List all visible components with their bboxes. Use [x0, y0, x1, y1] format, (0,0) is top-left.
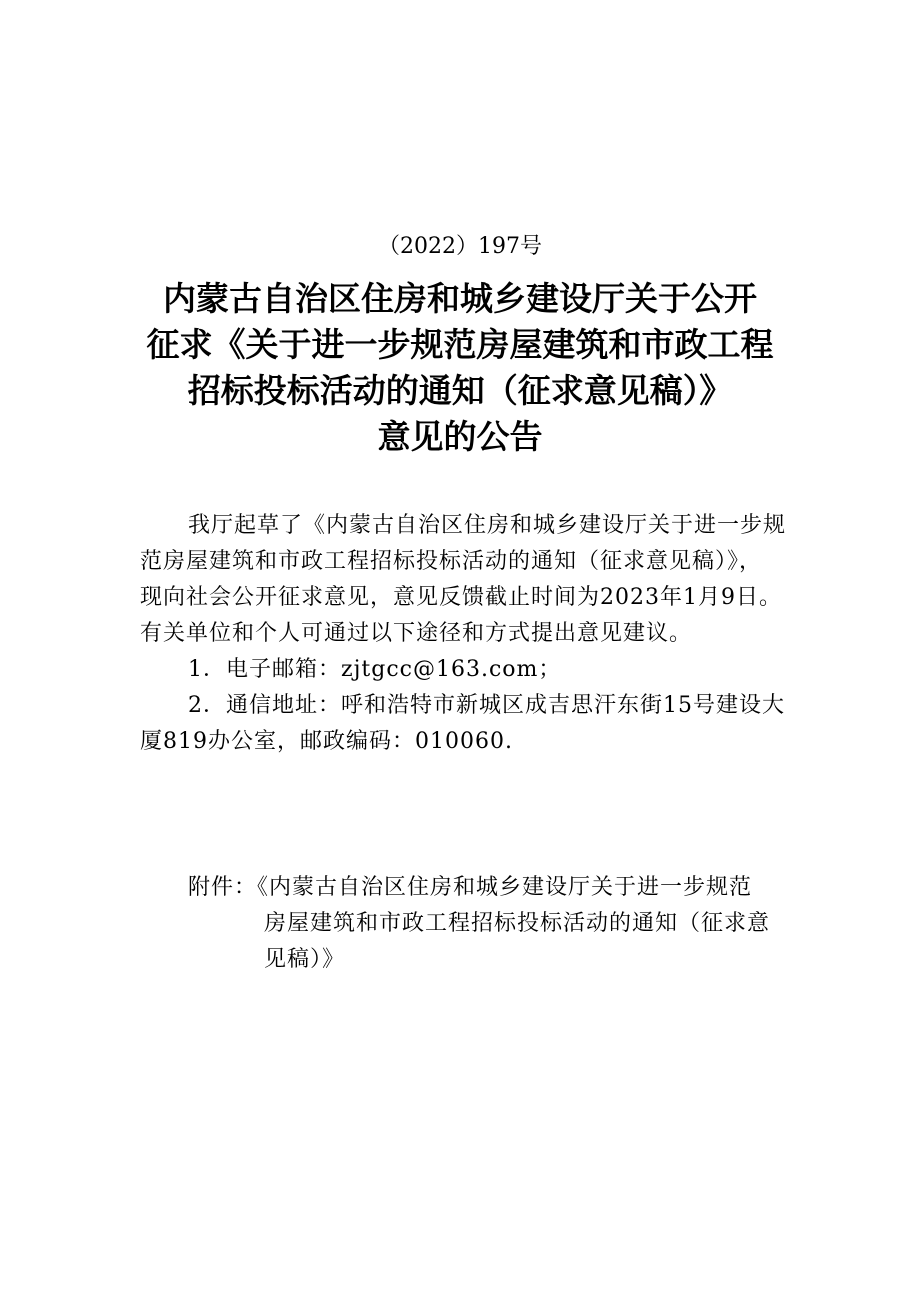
- title-line-4: 意见的公告: [377, 417, 543, 456]
- body-line-1: 我厅起草了《内蒙古自治区住房和城乡建设厅关于进一步规: [188, 513, 787, 538]
- title-line-1: 内蒙古自治区住房和城乡建设厅关于公开: [163, 279, 757, 318]
- title-line-3: 招标投标活动的通知（征求意见稿）》: [187, 371, 733, 410]
- attachment-line-1: 附件：《内蒙古自治区住房和城乡建设厅关于进一步规范: [188, 875, 753, 900]
- body-line-2: 范房屋建筑和市政工程招标投标活动的通知（征求意见稿）》，: [140, 549, 763, 574]
- address-line-2: 厦819办公室，邮政编码：010060.: [140, 729, 513, 754]
- email-line: 1．电子邮箱：zjtgcc@163.com；: [188, 657, 562, 682]
- title-line-2: 征求《关于进一步规范房屋建筑和市政工程: [146, 325, 774, 364]
- attachment-block: [188, 870, 788, 978]
- body-paragraphs: [140, 508, 790, 760]
- address-line-1: 2．通信地址：呼和浩特市新城区成吉思汗东街15号建设大: [188, 693, 785, 718]
- document-title: [100, 276, 820, 460]
- body-line-4: 有关单位和个人可通过以下途径和方式提出意见建议。: [140, 621, 693, 646]
- document-number: （2022）197号: [378, 234, 542, 259]
- body-line-3: 现向社会公开征求意见，意见反馈截止时间为2023年1月9日。: [140, 585, 782, 610]
- attachment-line-2: 房屋建筑和市政工程招标投标活动的通知（征求意: [264, 911, 771, 936]
- attachment-line-3: 见稿）》: [264, 947, 346, 972]
